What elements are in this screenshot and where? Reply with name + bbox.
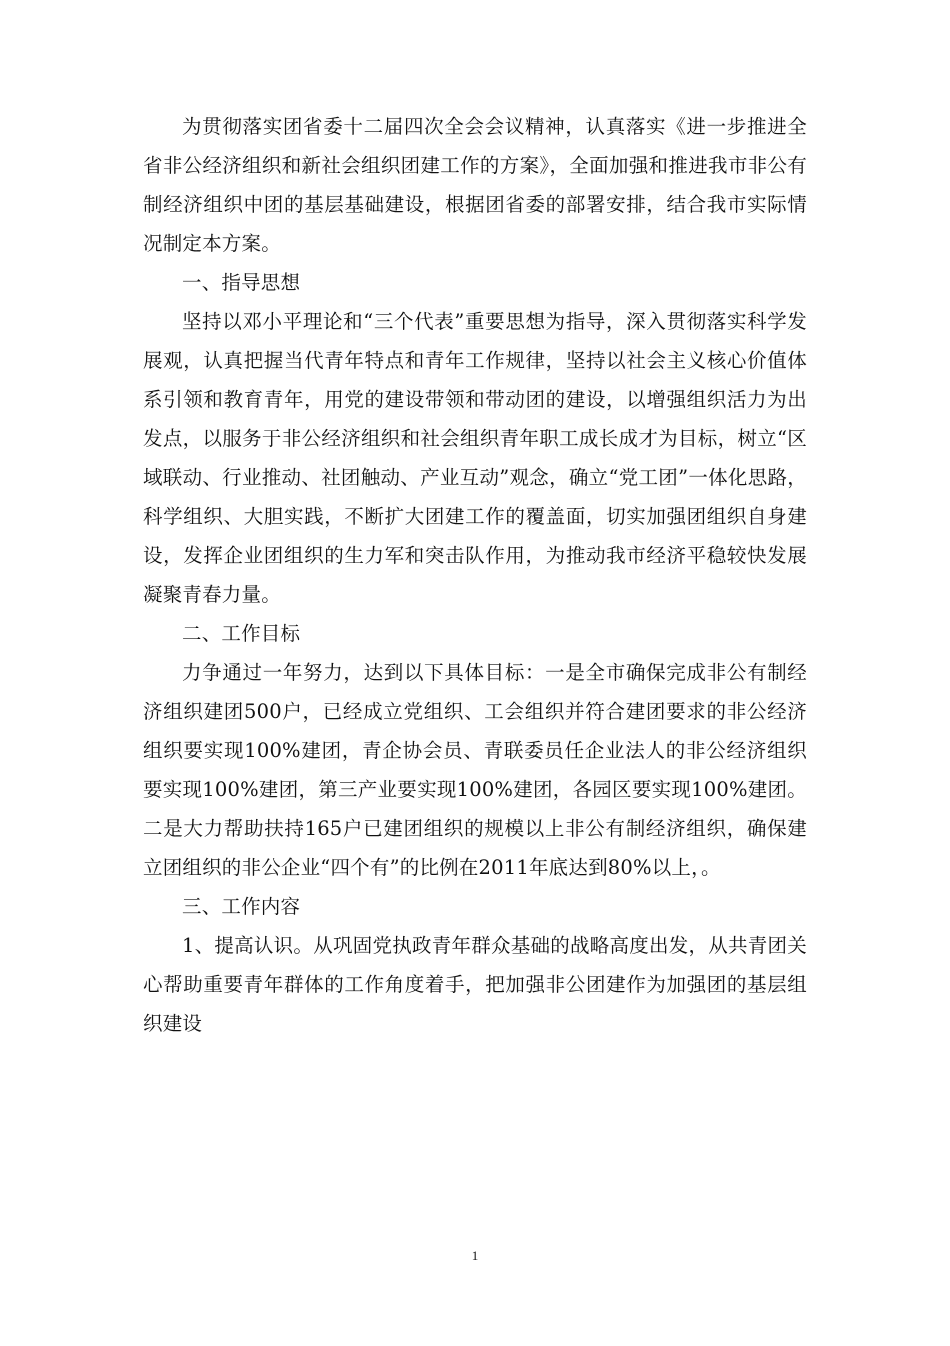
intro-paragraph: 为贯彻落实团省委十二届四次全会会议精神，认真落实《进一步推进全省非公经济组织和新社会组织团建工作的方案》，全面加强和推进我市非公有制经济组织中团的基层基础建设，根据团省委的部署安排，结合我市实际情况制定本方案。 [143,115,807,255]
work-goals-paragraph: 力争通过一年努力，达到以下具体目标：一是全市确保完成非公有制经济组织建团500户，已经成立党组织、工会组织并符合建团要求的非公经济组织要实现100%建团，青企协会员、青联委员任企业法人的非公经济组织要实现100%建团，第三产业要实现100%建团，各园区要实现100%建团。二是大力帮助扶持165户已建团组织的规模以上非公有制经济组织，确保建立团组织的非公企业“四个有”的比例在2011年底达到80%以上，。 [143,661,807,879]
section-heading-work-content: 三、工作内容 [182,895,301,918]
work-content-paragraph: 1、提高认识。从巩固党执政青年群众基础的战略高度出发，从共青团关心帮助重要青年群体的工作角度着手，把加强非公团建作为加强团的基层组织建设 [143,934,807,1035]
section-heading-work-goals: 二、工作目标 [182,622,301,645]
guiding-thought-paragraph: 坚持以邓小平理论和“三个代表”重要思想为指导，深入贯彻落实科学发展观，认真把握当代青年特点和青年工作规律，坚持以社会主义核心价值体系引领和教育青年，用党的建设带领和带动团的建设，以增强组织活力为出发点，以服务于非公经济组织和社会组织青年职工成长成才为目标，树立“区域联动、行业推动、社团触动、产业互动”观念，确立“党工团”一体化思路，科学组织、大胆实践，不断扩大团建工作的覆盖面，切实加强团组织自身建设，发挥企业团组织的生力军和突击队作用，为推动我市经济平稳较快发展凝聚青春力量。 [143,310,807,606]
section-heading-guiding-thought: 一、指导思想 [182,271,301,294]
page-number: 1 [471,1248,479,1263]
document-body [143,107,807,1043]
